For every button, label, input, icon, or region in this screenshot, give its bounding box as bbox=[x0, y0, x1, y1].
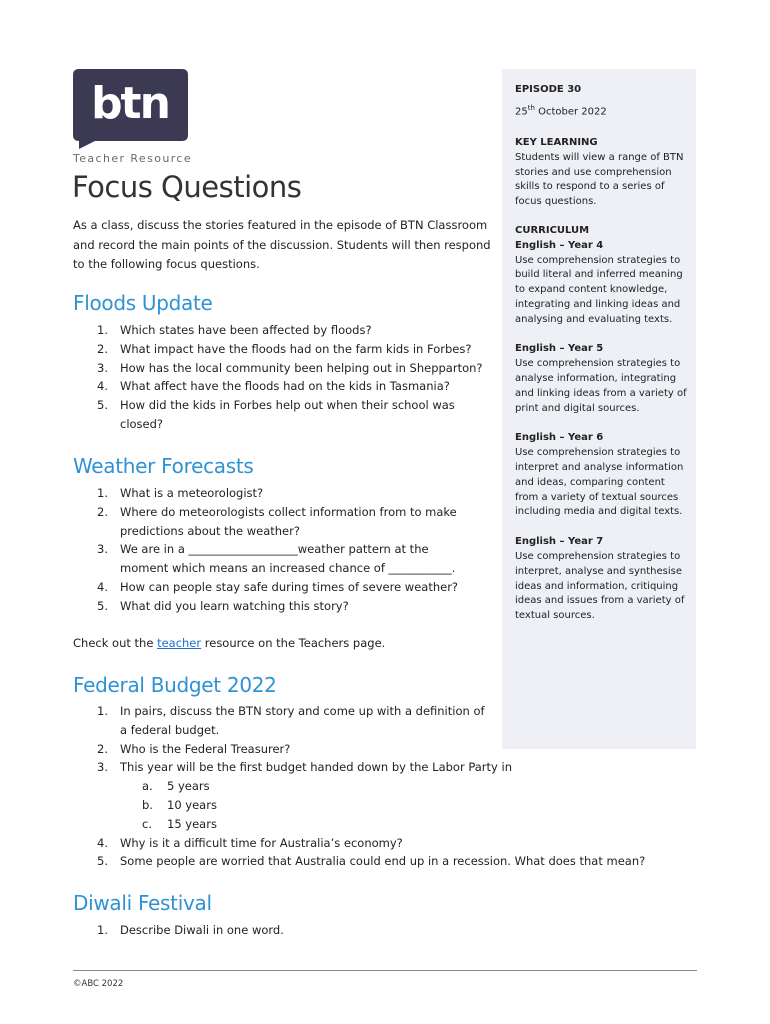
list-item: 4. What affect have the floods had on the kids in Tasmania? bbox=[97, 379, 450, 394]
episode-date: 25th October 2022 bbox=[515, 103, 607, 118]
weather-questions bbox=[73, 484, 473, 616]
sidebar-panel bbox=[502, 69, 696, 749]
list-item: 1. Describe Diwali in one word. bbox=[97, 923, 284, 937]
key-learning-text: Students will view a range of BTN stories and use comprehension skills to respond to a series of focus questions. bbox=[515, 151, 684, 208]
list-item: 2. Who is the Federal Treasurer? bbox=[97, 741, 291, 756]
teacher-resource-label: Teacher Resource bbox=[73, 152, 193, 165]
list-item: 1. Which states have been affected by floods? bbox=[97, 323, 372, 337]
section-heading-diwali-festival: Diwali Festival bbox=[73, 891, 212, 915]
curriculum-year-7-text: Use comprehension strategies to interpret, analyse and synthesise ideas and information, critiquing ideas and issues from a variety of textual sources. bbox=[515, 551, 685, 622]
list-item: 3. We are in a ___________________weather pattern at the moment which means an increased chance of ___________. bbox=[97, 542, 456, 576]
floods-questions bbox=[73, 321, 493, 434]
footer-copyright: ©ABC 2022 bbox=[73, 979, 124, 989]
logo-text: btn bbox=[91, 78, 169, 129]
list-item: 5. What did you learn watching this story? bbox=[97, 598, 349, 613]
list-item: 4. How can people stay safe during times of severe weather? bbox=[97, 579, 459, 594]
curriculum-year-6-text: Use comprehension strategies to interpret and analyse information and ideas, comparing content from a variety of textual sources including media and digital texts. bbox=[515, 447, 684, 518]
curriculum-year-6-heading: English – Year 6 bbox=[515, 432, 604, 444]
section-heading-floods-update: Floods Update bbox=[73, 291, 213, 315]
curriculum-year-5-heading: English – Year 5 bbox=[515, 343, 604, 355]
list-item: 4. Why is it a difficult time for Australia’s economy? bbox=[97, 835, 403, 850]
list-item: 1. In pairs, discuss the BTN story and come up with a definition of a federal budget. bbox=[97, 704, 485, 737]
diwali-questions bbox=[73, 921, 473, 940]
list-item: 5. How did the kids in Forbes help out when their school was closed? bbox=[97, 398, 455, 431]
sidebar-content bbox=[515, 83, 687, 624]
list-item: 2. Where do meteorologists collect information from to make predictions about the weather? bbox=[97, 504, 457, 538]
curriculum-heading: CURRICULUM bbox=[515, 224, 590, 236]
intro-paragraph: As a class, discuss the stories featured in the episode of BTN Classroom and record the main points of the discussion. Students will then respond to the following focus questions. bbox=[73, 218, 491, 271]
curriculum-year-4-text: Use comprehension strategies to build literal and inferred meaning to expand content knowledge, integrating and linking ideas and analysing and evaluating texts. bbox=[515, 254, 683, 325]
teacher-resource-link[interactable]: teacher bbox=[157, 636, 202, 650]
list-item: 3. This year will be the first budget handed down by the Labor Party in a. 5 years b. 10 years c. 15 years bbox=[73, 758, 673, 833]
list-item: 5. Some people are worried that Australia could end up in a recession. What does that mean? bbox=[97, 854, 646, 869]
list-item: b. 10 years bbox=[142, 797, 217, 812]
list-item: 1. What is a meteorologist? bbox=[97, 486, 264, 500]
btn-logo bbox=[73, 69, 188, 149]
episode-label: EPISODE 30 bbox=[515, 84, 582, 95]
list-item: 2. What impact have the floods had on the farm kids in Forbes? bbox=[97, 341, 472, 356]
section-heading-federal-budget: Federal Budget 2022 bbox=[73, 673, 277, 697]
curriculum-year-4-heading: English – Year 4 bbox=[515, 239, 604, 251]
page-title: Focus Questions bbox=[72, 170, 302, 204]
list-item: a. 5 years bbox=[142, 779, 210, 794]
section-heading-weather-forecasts: Weather Forecasts bbox=[73, 454, 254, 478]
list-item: 3. How has the local community been helping out in Shepparton? bbox=[97, 360, 483, 375]
curriculum-year-5-text: Use comprehension strategies to analyse information, integrating and linking ideas from a variety of print and digital sources. bbox=[515, 358, 687, 414]
footer-divider bbox=[73, 970, 697, 971]
budget-options bbox=[120, 777, 673, 833]
key-learning-heading: KEY LEARNING bbox=[515, 136, 598, 148]
check-out-text: Check out the teacher resource on the Teachers page. bbox=[73, 636, 386, 650]
list-item: c. 15 years bbox=[142, 816, 217, 831]
curriculum-year-7-heading: English – Year 7 bbox=[515, 536, 604, 548]
